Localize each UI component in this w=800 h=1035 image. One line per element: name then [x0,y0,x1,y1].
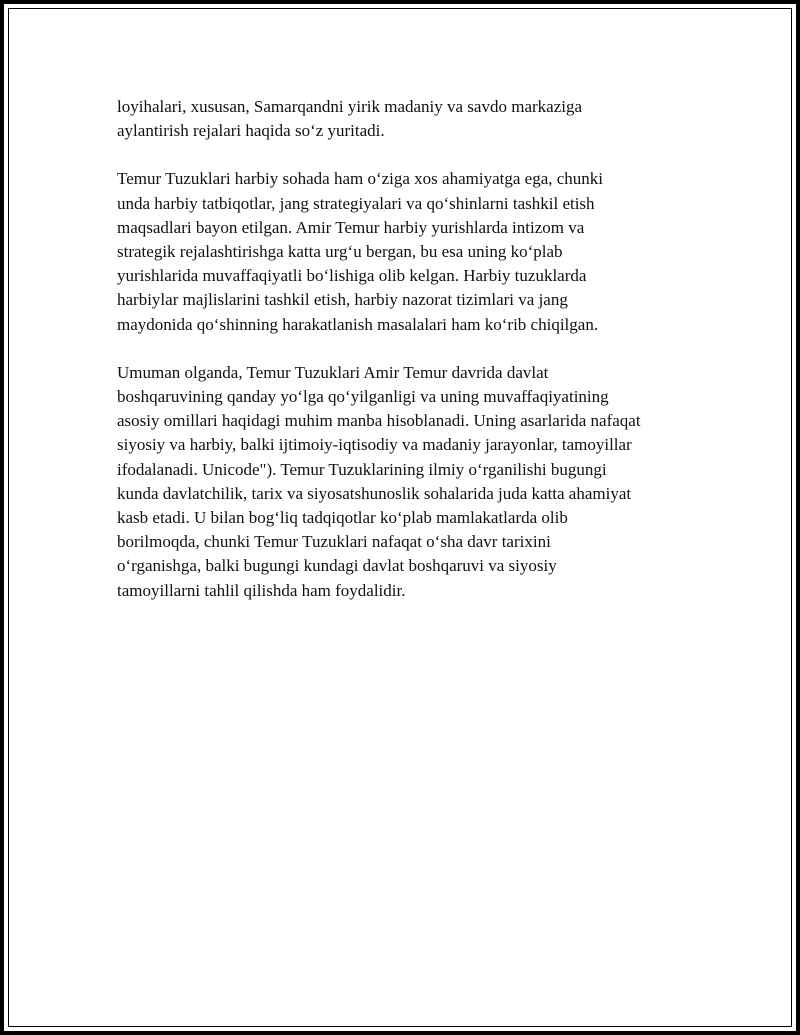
text-line: boshqaruvining qanday yo‘lga qo‘yilganligi va uning muvaffaqiyatining [117,387,609,407]
text-line: ifodalanadi. Unicode"). Temur Tuzuklarining ilmiy o‘rganilishi bugungi [117,459,607,479]
text-line: loyihalari, xususan, Samarqandni yirik madaniy va savdo markaziga [117,97,583,116]
paragraph-3 [117,361,697,603]
text-line: kasb etadi. U bilan bog‘liq tadqiqotlar ko‘plab mamlakatlarda olib [117,508,568,528]
text-line: strategik rejalashtirishga katta urg‘u bergan, bu esa uning ko‘plab [117,242,563,262]
paragraph-2 [117,167,697,336]
text-line: unda harbiy tatbiqotlar, jang strategiyalari va qo‘shinlarni tashkil etish [117,193,595,213]
text-line: aylantirish rejalari haqida so‘z yuritadi. [117,121,385,141]
document-body [117,95,697,627]
text-line: tamoyillarni tahlil qilishda ham foydalidir. [117,580,406,600]
text-line: kunda davlatchilik, tarix va siyosatshunoslik sohalarida juda katta ahamiyat [117,483,632,503]
text-line: yurishlarida muvaffaqiyatli bo‘lishiga olib kelgan. Harbiy tuzuklarda [117,266,587,286]
text-line: siyosiy va harbiy, balki ijtimoiy-iqtisodiy va madaniy jarayonlar, tamoyillar [117,435,632,455]
text-line: Temur Tuzuklari harbiy sohada ham o‘ziga xos ahamiyatga ega, chunki [117,169,604,189]
text-line: o‘rganishga, balki bugungi kundagi davlat boshqaruvi va siyosiy [117,556,557,576]
text-line: borilmoqda, chunki Temur Tuzuklari nafaqat o‘sha davr tarixini [117,532,551,552]
text-line: maqsadlari bayon etilgan. Amir Temur harbiy yurishlarda intizom va [117,217,585,237]
text-line: Umuman olganda, Temur Tuzuklari Amir Temur davrida davlat [117,362,549,382]
text-line: asosiy omillari haqidagi muhim manba hisoblanadi. Uning asarlarida nafaqat [117,411,641,431]
text-line: harbiylar majlislarini tashkil etish, harbiy nazorat tizimlari va jang [117,290,568,310]
paragraph-1 [117,95,697,143]
text-line: maydonida qo‘shinning harakatlanish masalalari ham ko‘rib chiqilgan. [117,314,599,334]
